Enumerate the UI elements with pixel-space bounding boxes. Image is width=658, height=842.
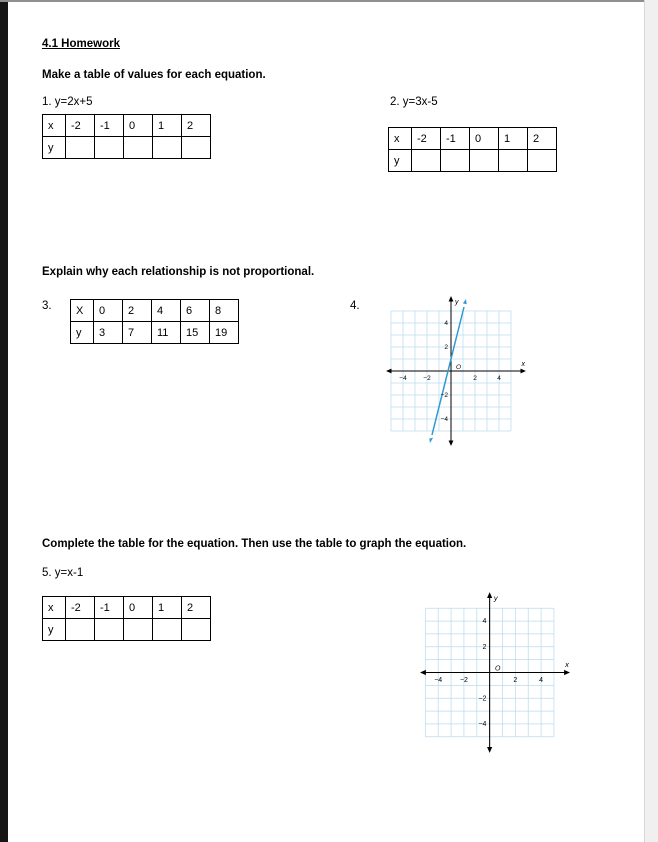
x-axis-label: x [565, 660, 569, 670]
table-row [43, 115, 211, 137]
problem1-table [42, 114, 211, 159]
cell [153, 137, 182, 159]
y-axis-top-arrow-icon [449, 296, 454, 302]
cell: 0 [94, 300, 123, 322]
cell: 0 [124, 115, 153, 137]
cell [182, 619, 211, 641]
cell: y [43, 619, 66, 641]
problem4-coordinate-graph [386, 296, 526, 446]
cell: 19 [210, 322, 239, 344]
table-row [389, 150, 557, 172]
x-tick-label: −2 [459, 677, 468, 685]
y-tick-label: −4 [478, 721, 487, 729]
cell [95, 619, 124, 641]
y-tick-label: 2 [444, 344, 448, 351]
cell: 8 [210, 300, 239, 322]
y-tick-label: 4 [482, 618, 487, 626]
x-tick-label: −4 [434, 677, 443, 685]
cell: 3 [94, 322, 123, 344]
cell [95, 137, 124, 159]
page-top-edge [0, 0, 658, 2]
x-tick-label: 2 [513, 677, 518, 685]
x-tick-label: −2 [423, 375, 431, 382]
section1-instruction: Make a table of values for each equation. [42, 69, 266, 81]
cell: -2 [66, 115, 95, 137]
problem2-table [388, 127, 557, 172]
cell: X [71, 300, 94, 322]
y-axis-label: y [493, 593, 498, 603]
table-row [71, 322, 239, 344]
y-tick-label: −2 [440, 392, 448, 399]
y-axis-bottom-arrow-icon [449, 441, 454, 447]
graph-line-top-arrow-icon [463, 299, 467, 304]
problem5-table [42, 596, 211, 641]
y-axis-bottom-arrow-icon [487, 747, 492, 753]
table-row [43, 137, 211, 159]
cell: y [389, 150, 412, 172]
problem5-label: 5. y=x-1 [42, 567, 84, 579]
cell: 1 [153, 597, 182, 619]
cell: 4 [152, 300, 181, 322]
cell: -2 [66, 597, 95, 619]
cell [66, 619, 95, 641]
page-right-edge [644, 0, 658, 842]
cell: 11 [152, 322, 181, 344]
page-left-edge [0, 0, 8, 842]
cell [412, 150, 441, 172]
cell [66, 137, 95, 159]
x-tick-label: 4 [539, 677, 544, 685]
table-row [389, 128, 557, 150]
cell: -1 [95, 597, 124, 619]
y-tick-label: 4 [444, 320, 448, 327]
problem3-table [70, 299, 239, 344]
graph-line-bottom-arrow-icon [429, 438, 433, 443]
cell: y [71, 322, 94, 344]
cell: 0 [470, 128, 499, 150]
cell [153, 619, 182, 641]
table-row [43, 619, 211, 641]
problem3-label: 3. [42, 300, 52, 312]
cell: 15 [181, 322, 210, 344]
cell: 2 [182, 597, 211, 619]
cell [124, 137, 153, 159]
cell: 7 [123, 322, 152, 344]
cell: -1 [95, 115, 124, 137]
problem5-coordinate-graph [420, 592, 570, 753]
problem2-label: 2. y=3x-5 [390, 96, 438, 108]
x-axis-left-arrow-icon [386, 369, 392, 374]
cell [182, 137, 211, 159]
x-tick-label: −4 [399, 375, 407, 382]
cell: -2 [412, 128, 441, 150]
cell [499, 150, 528, 172]
cell: 6 [181, 300, 210, 322]
x-axis-right-arrow-icon [564, 670, 570, 675]
cell: x [43, 115, 66, 137]
y-tick-label: 2 [482, 643, 487, 651]
table-row [43, 597, 211, 619]
section2-instruction: Explain why each relationship is not proportional. [42, 266, 315, 278]
x-tick-label: 4 [497, 375, 501, 382]
cell: x [389, 128, 412, 150]
x-axis-left-arrow-icon [420, 670, 426, 675]
page-title: 4.1 Homework [42, 38, 120, 50]
problem1-label: 1. y=2x+5 [42, 96, 93, 108]
cell [124, 619, 153, 641]
cell: 0 [124, 597, 153, 619]
cell: x [43, 597, 66, 619]
y-axis-label: y [455, 299, 459, 306]
origin-label: O [456, 364, 462, 371]
cell: 1 [153, 115, 182, 137]
table-row [71, 300, 239, 322]
cell [470, 150, 499, 172]
cell [528, 150, 557, 172]
cell: 2 [182, 115, 211, 137]
cell: y [43, 137, 66, 159]
problem4-label: 4. [350, 300, 360, 312]
cell: 2 [123, 300, 152, 322]
y-axis-top-arrow-icon [487, 592, 492, 598]
y-tick-label: −4 [440, 416, 448, 423]
x-tick-label: 2 [473, 375, 477, 382]
x-axis-label: x [521, 361, 525, 368]
cell: -1 [441, 128, 470, 150]
cell [441, 150, 470, 172]
origin-label: O [495, 665, 501, 673]
x-axis-right-arrow-icon [521, 369, 527, 374]
y-tick-label: −2 [478, 695, 487, 703]
cell: 2 [528, 128, 557, 150]
cell: 1 [499, 128, 528, 150]
section3-instruction: Complete the table for the equation. Then use the table to graph the equation. [42, 538, 467, 550]
